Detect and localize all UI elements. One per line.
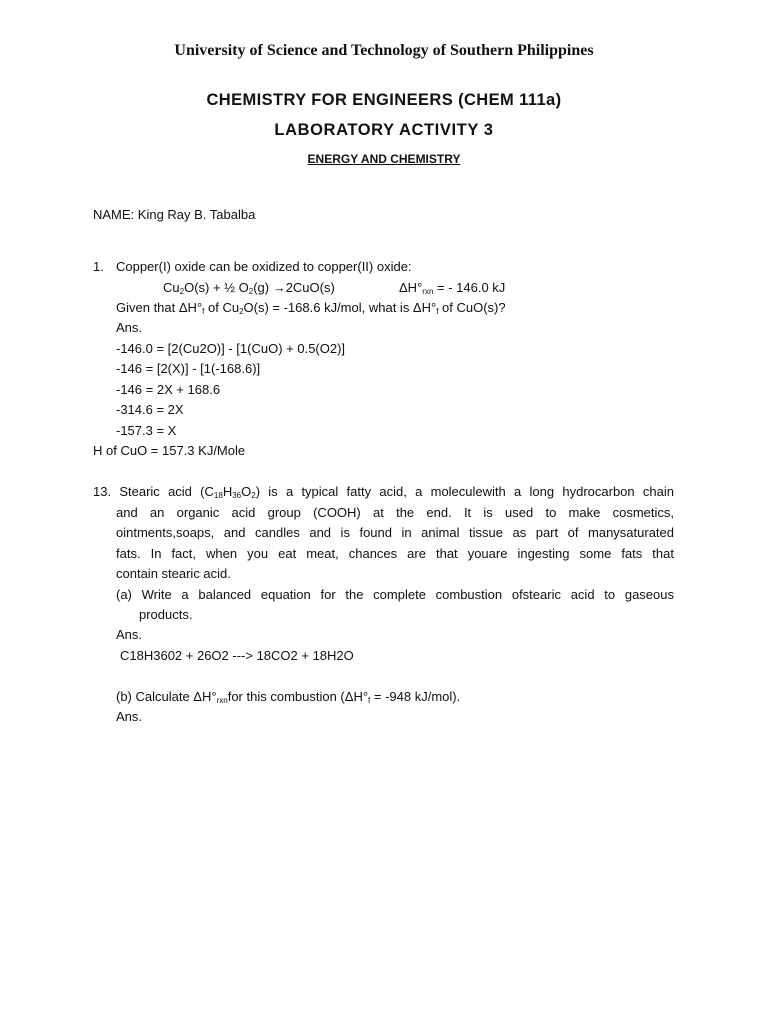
q13-line-5: contain stearic acid. xyxy=(116,566,231,581)
q1-number: 1. xyxy=(93,259,104,274)
q13b-prompt: (b) Calculate $\Delta H^\circ_{rxn}for$ this combustion ($\Delta H^\circ_f = -948$ kJ/mol). xyxy=(116,689,461,705)
q1-work-line: -146 = 2X + 168.6 xyxy=(116,382,221,397)
q1-given: Given that $\Delta H^\circ_f$ of $Cu_2O(s) = -168.6$ kJ/mol, what is $\Delta H^\circ_f$ of CuO(s)? xyxy=(116,300,506,316)
q13b-ans-label: Ans. xyxy=(116,709,143,724)
q1-work-line: -146.0 = [2(Cu2O)] - [1(CuO) + 0.5(O2)] xyxy=(116,341,346,356)
topic-title: ENERGY AND CHEMISTRY xyxy=(307,152,461,166)
q13-line-2: and an organic acid group (COOH) at the end. It is used to make cosmetics, xyxy=(116,505,674,520)
q13a-ans-label: Ans. xyxy=(116,627,143,642)
q1-equation: $Cu_2O(s)$ + ½ $O_2(g) \to 2CuO(s)$ xyxy=(163,280,335,296)
q13a-equation: C18H3602 + 26O2 ---> 18CO2 + 18H2O xyxy=(120,648,354,663)
q1-enthalpy: $\Delta H^\circ_{rxn}$ = - 146.0 kJ xyxy=(399,280,506,296)
q13-line-1: 13. Stearic acid $(C_{18}H_{36}O_2)$ is a typical fatty acid, a moleculewith a long hydrocarbon chain xyxy=(93,484,674,500)
q13a-prompt-cont: products. xyxy=(139,607,193,622)
q13-line-3: ointments,soaps, and candles and is found in animal tissue as part of manysaturated xyxy=(116,525,674,540)
q1-prompt: Copper(I) oxide can be oxidized to copper(II) oxide: xyxy=(116,259,412,274)
course-title: CHEMISTRY FOR ENGINEERS (CHEM 111a) xyxy=(206,91,562,109)
q1-ans-label: Ans. xyxy=(116,320,143,335)
q1-work-line: -314.6 = 2X xyxy=(116,402,184,417)
q1-work-line: -157.3 = X xyxy=(116,423,177,438)
q13-line-4: fats. In fact, when you eat meat, chances are that youare ingesting some fats that xyxy=(116,546,674,561)
q1-work-line: -146 = [2(X)] - [1(-168.6)] xyxy=(116,361,261,376)
q1-result: H of CuO = 157.3 KJ/Mole xyxy=(93,443,246,458)
q13a-prompt: (a) Write a balanced equation for the complete combustion ofstearic acid to gaseous xyxy=(116,587,674,602)
university-title: University of Science and Technology of Southern Philippines xyxy=(174,42,594,59)
student-name: NAME: King Ray B. Tabalba xyxy=(93,207,256,222)
activity-title: LABORATORY ACTIVITY 3 xyxy=(274,121,494,139)
